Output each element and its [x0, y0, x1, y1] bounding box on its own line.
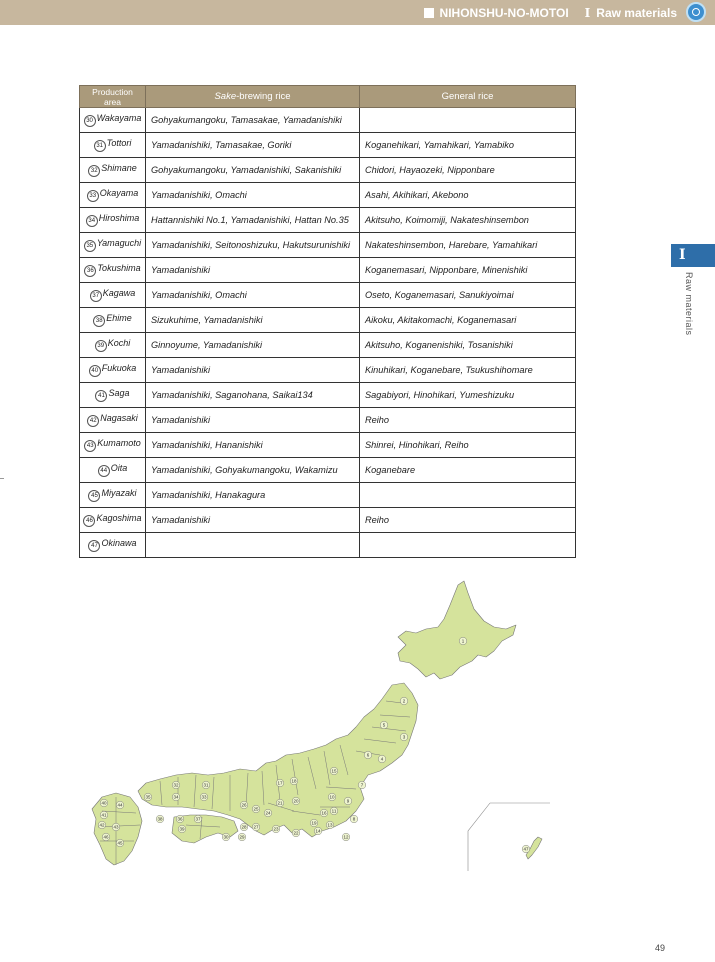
marker-label: 22	[293, 830, 299, 836]
prefecture-name: Okayama	[99, 188, 139, 198]
prefecture-marker	[98, 821, 106, 829]
prefecture-name: Nagasaki	[100, 413, 138, 423]
marker-label: 10	[329, 794, 335, 800]
prefecture-number: 42	[87, 415, 99, 427]
sake-rice-cell: Yamadanishiki, Tamasakae, Goriki	[146, 133, 360, 158]
marker-label: 4	[380, 756, 384, 762]
marker-label: 28	[241, 824, 247, 830]
general-rice-cell: Shinrei, Hinohikari, Reiho	[360, 433, 576, 458]
sake-rice-cell: Yamadanishiki, Seitonoshizuku, Hakutsurunishiki	[146, 233, 360, 258]
prefecture-marker	[144, 793, 152, 801]
marker-label: 36	[177, 816, 183, 822]
table-row	[80, 483, 576, 508]
prefecture-marker	[172, 781, 180, 789]
sake-rice-cell: Yamadanishiki, Hanakagura	[146, 483, 360, 508]
prefecture-marker	[222, 833, 230, 841]
prefecture-marker	[378, 755, 386, 763]
production-area-cell	[80, 158, 146, 183]
production-area-cell	[80, 233, 146, 258]
table-row	[80, 183, 576, 208]
hokkaido-island	[398, 581, 516, 679]
prefecture-number: 41	[95, 390, 107, 402]
marker-label: 9	[346, 798, 350, 804]
prefecture-marker	[194, 815, 202, 823]
prefecture-marker	[459, 637, 467, 645]
prefecture-name: Kochi	[107, 338, 131, 348]
table-row	[80, 133, 576, 158]
prefecture-marker	[172, 793, 180, 801]
marker-label: 18	[291, 778, 297, 784]
prefecture-name: Okinawa	[101, 538, 137, 548]
prefecture-number: 31	[94, 140, 106, 152]
prefecture-marker	[238, 833, 246, 841]
sake-rice-cell: Yamadanishiki	[146, 258, 360, 283]
table-row	[80, 508, 576, 533]
marker-label: 24	[265, 810, 271, 816]
marker-label: 26	[241, 802, 247, 808]
prefecture-marker	[102, 833, 110, 841]
prefecture-name: Tottori	[106, 138, 132, 148]
chapter-tab-label: Raw materials	[684, 272, 694, 336]
prefecture-number: 34	[86, 215, 98, 227]
prefecture-marker	[252, 805, 260, 813]
prefecture-number: 33	[87, 190, 99, 202]
production-area-cell	[80, 108, 146, 133]
prefecture-name: Miyazaki	[101, 488, 137, 498]
prefecture-name: Kagoshima	[96, 513, 142, 523]
margin-tick	[0, 478, 4, 479]
general-rice-cell: Oseto, Koganemasari, Sanukiyoimai	[360, 283, 576, 308]
sake-rice-cell: Yamadanishiki	[146, 508, 360, 533]
sake-rice-cell: Yamadanishiki, Omachi	[146, 183, 360, 208]
table-row	[80, 108, 576, 133]
header-title: NIHONSHU-NO-MOTOI	[439, 5, 569, 20]
prefecture-number: 38	[93, 315, 105, 327]
page-header	[0, 0, 715, 25]
production-area-cell	[80, 433, 146, 458]
prefecture-name: Shimane	[101, 163, 137, 173]
prefecture-marker	[330, 807, 338, 815]
prefecture-number: 47	[88, 540, 100, 552]
sake-rice-cell: Yamadanishiki, Gohyakumangoku, Wakamizu	[146, 458, 360, 483]
marker-label: 42	[99, 822, 105, 828]
production-area-cell	[80, 408, 146, 433]
general-rice-cell: Akitsuho, Koganenishiki, Tosanishiki	[360, 333, 576, 358]
prefecture-marker	[330, 767, 338, 775]
chapter-tab: I	[671, 244, 715, 267]
table-body	[80, 108, 576, 558]
table-row	[80, 533, 576, 558]
production-area-cell	[80, 483, 146, 508]
marker-label: 40	[101, 800, 107, 806]
general-rice-cell: Chidori, Hayaozeki, Nipponbare	[360, 158, 576, 183]
prefecture-marker	[358, 781, 366, 789]
prefecture-marker	[116, 801, 124, 809]
marker-label: 8	[352, 816, 356, 822]
general-rice-cell	[360, 108, 576, 133]
sake-rice-cell: Yamadanishiki	[146, 408, 360, 433]
marker-label: 30	[223, 834, 229, 840]
marker-label: 27	[253, 824, 259, 830]
table-row	[80, 358, 576, 383]
marker-label: 34	[173, 794, 179, 800]
marker-label: 17	[277, 780, 283, 786]
marker-label: 11	[331, 808, 337, 814]
prefecture-marker	[252, 823, 260, 831]
prefecture-marker	[292, 829, 300, 837]
header-general-rice: General rice	[360, 86, 576, 108]
production-area-cell	[80, 208, 146, 233]
prefecture-number: 45	[88, 490, 100, 502]
table-row	[80, 208, 576, 233]
prefecture-marker	[328, 793, 336, 801]
table-row	[80, 408, 576, 433]
production-area-cell	[80, 458, 146, 483]
prefecture-marker	[310, 819, 318, 827]
production-area-cell	[80, 508, 146, 533]
general-rice-cell	[360, 533, 576, 558]
prefecture-number: 39	[95, 340, 107, 352]
okinawa-inset	[468, 803, 550, 871]
square-bullet-icon	[424, 8, 434, 18]
marker-label: 35	[145, 794, 151, 800]
prefecture-marker	[100, 799, 108, 807]
marker-label: 29	[239, 834, 245, 840]
rice-variety-table	[79, 85, 576, 558]
table-row	[80, 308, 576, 333]
sake-rice-cell: Yamadanishiki, Omachi	[146, 283, 360, 308]
marker-label: 43	[113, 824, 119, 830]
prefecture-number: 40	[89, 365, 101, 377]
marker-label: 13	[327, 822, 333, 828]
marker-label: 37	[195, 816, 201, 822]
prefecture-marker	[240, 823, 248, 831]
marker-label: 6	[366, 752, 370, 758]
marker-label: 12	[343, 834, 349, 840]
prefecture-marker	[200, 793, 208, 801]
marker-label: 5	[382, 722, 386, 728]
prefecture-marker	[156, 815, 164, 823]
prefecture-name: Oita	[110, 463, 128, 473]
production-area-cell	[80, 533, 146, 558]
prefecture-name: Wakayama	[96, 113, 142, 123]
sake-rice-cell: Sizukuhime, Yamadanishiki	[146, 308, 360, 333]
marker-label: 15	[331, 768, 337, 774]
marker-label: 47	[523, 846, 529, 852]
general-rice-cell: Reiho	[360, 408, 576, 433]
marker-label: 20	[293, 798, 299, 804]
prefecture-marker	[350, 815, 358, 823]
prefecture-number: 35	[84, 240, 96, 252]
production-area-cell	[80, 358, 146, 383]
production-area-cell	[80, 133, 146, 158]
table-row	[80, 383, 576, 408]
prefecture-number: 44	[98, 465, 110, 477]
table-header-row	[80, 86, 576, 108]
marker-label: 16	[321, 810, 327, 816]
prefecture-name: Ehime	[106, 313, 132, 323]
sake-rice-cell: Hattannishiki No.1, Yamadanishiki, Hattan No.35	[146, 208, 360, 233]
general-rice-cell	[360, 483, 576, 508]
general-rice-cell: Koganebare	[360, 458, 576, 483]
sake-rice-cell: Yamadanishiki, Hananishiki	[146, 433, 360, 458]
marker-label: 38	[157, 816, 163, 822]
prefecture-marker	[202, 781, 210, 789]
general-rice-cell: Koganemasari, Nipponbare, Minenishiki	[360, 258, 576, 283]
table-row	[80, 283, 576, 308]
production-area-cell	[80, 308, 146, 333]
prefecture-number: 32	[88, 165, 100, 177]
prefecture-marker	[272, 825, 280, 833]
sake-rice-cell: Ginnoyume, Yamadanishiki	[146, 333, 360, 358]
production-area-cell	[80, 183, 146, 208]
target-circle-icon	[686, 2, 706, 22]
marker-label: 19	[311, 820, 317, 826]
prefecture-marker	[342, 833, 350, 841]
prefecture-marker	[344, 797, 352, 805]
table-row	[80, 433, 576, 458]
prefecture-marker	[176, 815, 184, 823]
header-production-area: Production area	[80, 86, 146, 108]
production-area-cell	[80, 383, 146, 408]
prefecture-name: Saga	[108, 388, 130, 398]
prefecture-name: Yamaguchi	[96, 238, 142, 248]
marker-label: 39	[179, 826, 185, 832]
production-area-cell	[80, 283, 146, 308]
general-rice-cell: Akitsuho, Koimomiji, Nakateshinsembon	[360, 208, 576, 233]
prefecture-number: 36	[84, 265, 96, 277]
table-row	[80, 333, 576, 358]
prefecture-marker	[400, 697, 408, 705]
marker-label: 41	[101, 812, 107, 818]
prefecture-marker	[314, 827, 322, 835]
marker-label: 45	[117, 840, 123, 846]
general-rice-cell: Kinuhikari, Koganebare, Tsukushihomare	[360, 358, 576, 383]
marker-label: 1	[461, 638, 465, 644]
marker-label: 23	[273, 826, 279, 832]
header-chapter-numeral: Ⅰ	[584, 5, 591, 20]
prefecture-name: Kumamoto	[97, 438, 141, 448]
header-text	[424, 0, 677, 25]
production-area-cell	[80, 258, 146, 283]
general-rice-cell: Nakateshinsembon, Harebare, Yamahikari	[360, 233, 576, 258]
page-number: 49	[655, 943, 666, 953]
prefecture-marker	[276, 779, 284, 787]
prefecture-marker	[290, 777, 298, 785]
sake-rice-cell	[146, 533, 360, 558]
prefecture-number-markers	[98, 637, 530, 853]
prefecture-name: Kagawa	[102, 288, 136, 298]
prefecture-marker	[100, 811, 108, 819]
marker-label: 7	[360, 782, 364, 788]
prefecture-marker	[276, 799, 284, 807]
prefecture-marker	[326, 821, 334, 829]
prefecture-number: 43	[84, 440, 96, 452]
production-area-cell	[80, 333, 146, 358]
prefecture-marker	[320, 809, 328, 817]
prefecture-marker	[522, 845, 530, 853]
prefecture-name: Fukuoka	[101, 363, 137, 373]
general-rice-cell: Sagabiyori, Hinohikari, Yumeshizuku	[360, 383, 576, 408]
prefecture-marker	[264, 809, 272, 817]
prefecture-marker	[112, 823, 120, 831]
marker-label: 2	[402, 698, 406, 704]
sake-rice-cell: Yamadanishiki, Saganohana, Saikai134	[146, 383, 360, 408]
marker-label: 3	[402, 734, 406, 740]
header-sake-brewing-rice: Sake-brewing rice	[146, 86, 360, 108]
prefecture-marker	[240, 801, 248, 809]
prefecture-name: Hiroshima	[98, 213, 140, 223]
table-row	[80, 233, 576, 258]
general-rice-cell: Aikoku, Akitakomachi, Koganemasari	[360, 308, 576, 333]
prefecture-marker	[178, 825, 186, 833]
marker-label: 14	[315, 828, 321, 834]
prefecture-region	[398, 581, 516, 679]
marker-label: 32	[173, 782, 179, 788]
japan-prefecture-map	[80, 575, 550, 875]
marker-label: 31	[203, 782, 209, 788]
honshu-island	[138, 683, 418, 837]
table-row	[80, 258, 576, 283]
prefecture-number: 46	[83, 515, 95, 527]
sake-rice-cell: Gohyakumangoku, Tamasakae, Yamadanishiki	[146, 108, 360, 133]
table-row	[80, 458, 576, 483]
marker-label: 33	[201, 794, 207, 800]
general-rice-cell: Koganehikari, Yamahikari, Yamabiko	[360, 133, 576, 158]
prefecture-number: 37	[90, 290, 102, 302]
prefecture-marker	[292, 797, 300, 805]
prefecture-region	[138, 683, 418, 837]
marker-label: 44	[117, 802, 123, 808]
prefecture-name: Tokushima	[97, 263, 141, 273]
marker-label: 21	[277, 800, 283, 806]
sake-rice-cell: Gohyakumangoku, Yamadanishiki, Sakanishiki	[146, 158, 360, 183]
prefecture-marker	[380, 721, 388, 729]
prefecture-marker	[364, 751, 372, 759]
prefecture-marker	[400, 733, 408, 741]
marker-label: 25	[253, 806, 259, 812]
general-rice-cell: Asahi, Akihikari, Akebono	[360, 183, 576, 208]
header-chapter-name: Raw materials	[596, 5, 677, 20]
sake-rice-cell: Yamadanishiki	[146, 358, 360, 383]
marker-label: 46	[103, 834, 109, 840]
table-row	[80, 158, 576, 183]
prefecture-marker	[116, 839, 124, 847]
prefecture-number: 30	[84, 115, 96, 127]
general-rice-cell: Reiho	[360, 508, 576, 533]
